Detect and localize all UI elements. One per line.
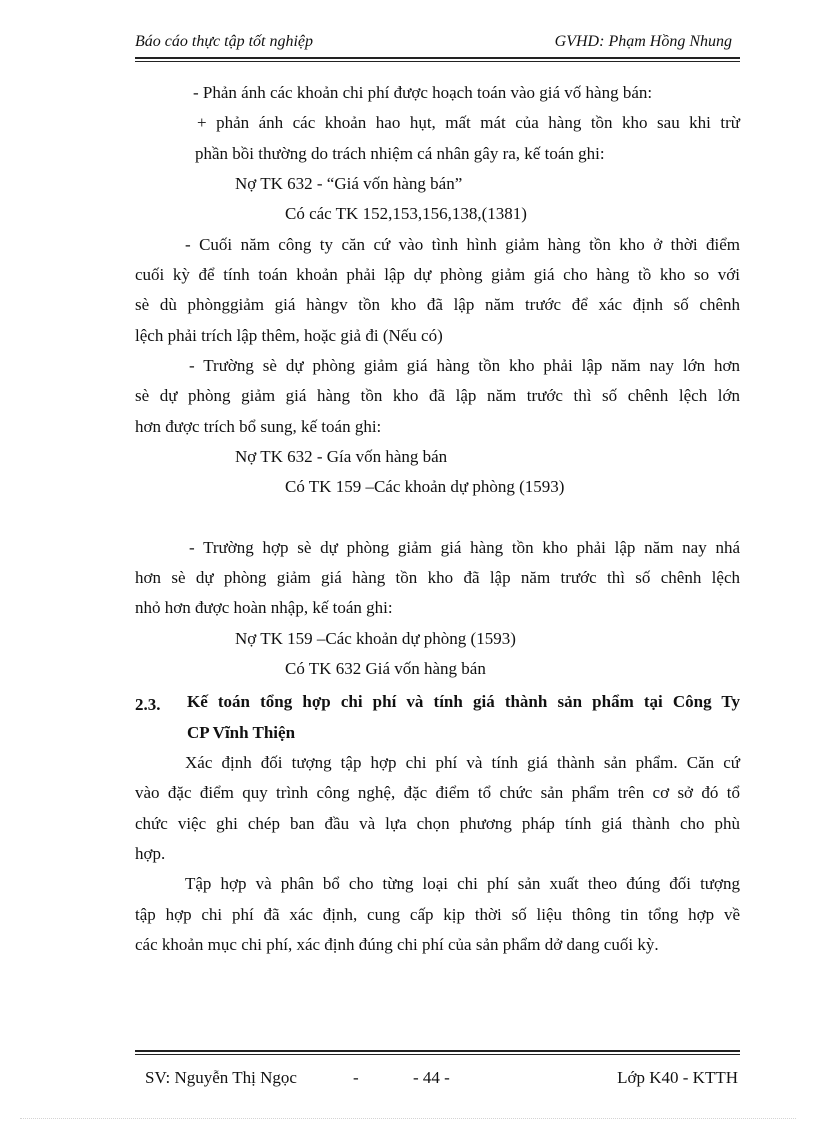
paragraph-line: Tập hợp và phân bổ cho từng loại chi phí sản xuất theo đúng đối tượng	[185, 874, 740, 893]
journal-entry-credit: Có TK 159 –Các khoản dự phòng (1593)	[285, 477, 565, 496]
header-supervisor: GVHD: Phạm Hồng Nhung	[554, 33, 732, 50]
paragraph-line: - Phản ánh các khoản chi phí được hoạch toán vào giá vố hàng bán:	[193, 83, 653, 102]
paragraph-line: Xác định đối tượng tập hợp chi phí và tính giá thành sản phẩm. Căn cứ	[185, 753, 740, 772]
journal-entry-credit: Có các TK 152,153,156,138,(1381)	[285, 204, 527, 223]
paragraph-line: hợp.	[135, 844, 166, 863]
paragraph-line: - Trường sè dự phòng giảm giá hàng tồn kho phải lập năm nay lớn hơn	[189, 356, 740, 375]
journal-entry-debit: Nợ TK 632 - “Giá vốn hàng bán”	[235, 174, 463, 193]
paragraph-line: + phản ánh các khoản hao hụt, mất mát của hàng tồn kho sau khi trừ	[197, 113, 740, 132]
journal-entry-debit: Nợ TK 159 –Các khoản dự phòng (1593)	[235, 629, 516, 648]
footer-class: Lớp K40 - KTTH	[617, 1068, 738, 1087]
paragraph-line: lệch phải trích lập thêm, hoặc giả đi (Nếu có)	[135, 326, 443, 345]
section-heading-continued: CP Vĩnh Thiện	[187, 723, 296, 742]
journal-entry-debit: Nợ TK 632 - Gía vốn hàng bán	[235, 447, 448, 466]
paragraph-line: sè dự phòng giảm giá hàng tồn kho đã lập năm trước thì số chênh lệch lớn	[135, 386, 740, 405]
footer-separator: -	[353, 1068, 359, 1087]
footer-rule-thick	[135, 1050, 740, 1052]
page-bottom-dotted-line	[20, 1118, 796, 1119]
paragraph-line: cuối kỳ để tính toán khoản phải lập dự phòng giảm giá cho hàng tồ kho so với	[135, 265, 740, 284]
paragraph-line: hơn được trích bổ sung, kế toán ghi:	[135, 417, 382, 436]
paragraph-line: nhỏ hơn được hoàn nhập, kế toán ghi:	[135, 598, 393, 617]
section-number: 2.3.	[135, 695, 161, 714]
paragraph-line: phần bồi thường do trách nhiệm cá nhân gây ra, kế toán ghi:	[195, 144, 605, 163]
footer-rule-thin	[135, 1054, 740, 1055]
footer-page-number: - 44 -	[413, 1068, 450, 1087]
footer-student-name: SV: Nguyễn Thị Ngọc	[145, 1068, 297, 1087]
paragraph-line: các khoản mục chi phí, xác định đúng chi phí của sản phẩm dở dang cuối kỳ.	[135, 935, 659, 954]
paragraph-line: hơn sè dự phòng giảm giá hàng tồn kho đã lập năm trước thì số chênh lệch	[135, 568, 740, 587]
paragraph-line: - Trường hợp sè dự phòng giảm giá hàng tồn kho phải lập năm nay nhá	[189, 538, 740, 557]
paragraph-line: chức việc ghi chép ban đầu và lựa chọn phương pháp tính giá thành cho phù	[135, 814, 740, 833]
page-header	[135, 30, 740, 56]
journal-entry-credit: Có TK 632 Giá vốn hàng bán	[285, 659, 486, 678]
paragraph-line: tập hợp chi phí đã xác định, cung cấp kịp thời số liệu thông tin tổng hợp về	[135, 905, 740, 924]
section-heading: Kế toán tổng hợp chi phí và tính giá thành sản phẩm tại Công Ty	[187, 692, 740, 711]
paragraph-line: vào đặc điểm quy trình công nghệ, đặc điểm tổ chức sản phẩm trên cơ sở đó tổ	[135, 783, 740, 802]
paragraph-line: - Cuối năm công ty căn cứ vào tình hình giảm hàng tồn kho ở thời điểm	[185, 235, 740, 254]
header-rule-thin	[135, 61, 740, 62]
header-rule-thick	[135, 57, 740, 59]
header-report-title: Báo cáo thực tập tốt nghiệp	[135, 33, 314, 50]
paragraph-line: sè dù phònggiảm giá hàngv tồn kho đã lập năm trước để xác định số chênh	[135, 295, 740, 314]
